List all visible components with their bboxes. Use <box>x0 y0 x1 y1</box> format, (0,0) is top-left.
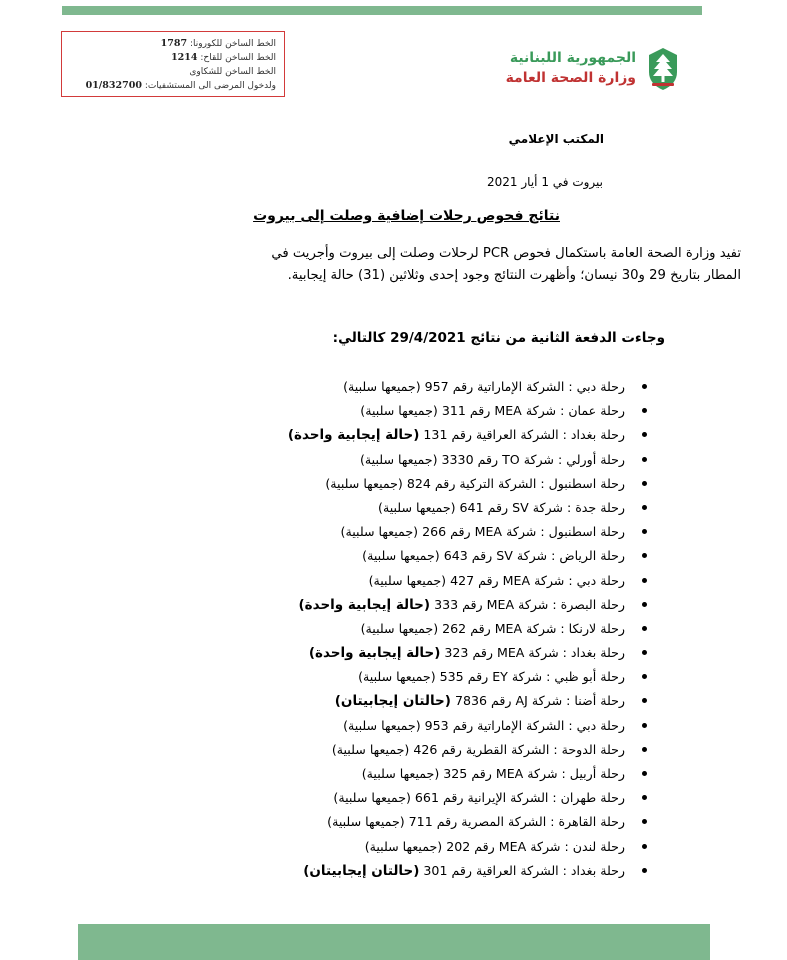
republic-name: الجمهورية اللبنانية <box>509 50 636 66</box>
hotline-label: ولدخول المرضى الى المستشفيات: <box>144 81 276 91</box>
flight-result: (حالتان إيجابيتان) <box>334 693 451 710</box>
ministry-name: وزارة الصحة العامة <box>505 70 636 86</box>
bullet-icon <box>642 747 647 752</box>
flight-result: (جميعها سلبية) <box>340 524 419 540</box>
flight-description: رحلة بغداد : الشركة العراقية رقم 301 <box>423 862 625 878</box>
bullet-icon <box>642 505 647 510</box>
flight-description: رحلة عمان : شركة MEA رقم 311 <box>441 403 625 419</box>
flight-description: رحلة الدوحة : الشركة القطرية رقم 426 <box>413 741 625 757</box>
hotline-number: 1214 <box>171 52 198 63</box>
list-item <box>207 520 647 544</box>
flight-description: رحلة أبو ظبي : شركة EY رقم 535 <box>439 669 625 685</box>
hotline-row <box>70 79 276 93</box>
header-bar <box>62 6 702 15</box>
flight-description: رحلة دبي : الشركة الإماراتية رقم 953 <box>424 717 625 733</box>
flight-result: (جميعها سلبية) <box>364 838 443 854</box>
bullet-icon <box>642 868 647 873</box>
flight-result: (جميعها سلبية) <box>378 499 456 515</box>
flight-result: (جميعها سلبية) <box>331 741 410 757</box>
flight-result: (جميعها سلبية) <box>360 451 438 467</box>
list-item <box>207 810 647 834</box>
flight-result: (جميعها سلبية) <box>360 620 439 636</box>
list-item <box>207 714 647 738</box>
flight-description: رحلة بغداد : شركة MEA رقم 323 <box>444 645 625 661</box>
hotline-row <box>70 51 276 65</box>
bullet-icon <box>642 795 647 800</box>
bullet-icon <box>642 457 647 462</box>
footer-bar <box>78 924 710 960</box>
document-date: بيروت في 1 أيار 2021 <box>487 175 603 189</box>
list-item <box>207 544 647 568</box>
flight-result: (جميعها سلبية) <box>325 475 403 491</box>
intro-line: المطار بتاريخ 29 و30 نيسان؛ وأظهرت النتائج وجود إحدى وثلاثين (31) حالة إيجابية. <box>287 268 741 283</box>
flight-result: (جميعها سلبية) <box>343 379 421 394</box>
list-item <box>207 835 647 859</box>
flight-description: رحلة القاهرة : الشركة المصرية رقم 711 <box>408 814 625 830</box>
list-item <box>207 472 647 496</box>
hotline-number: 01/832700 <box>85 80 142 91</box>
bullet-icon <box>642 674 647 679</box>
flight-description: رحلة دبي : الشركة الإماراتية رقم 957 <box>424 379 625 394</box>
bullet-icon <box>642 602 647 607</box>
hotline-row <box>70 65 276 79</box>
list-item <box>207 617 647 641</box>
flight-description: رحلة اسطنبول : شركة MEA رقم 266 <box>422 524 625 540</box>
flight-description: رحلة أربيل : شركة MEA رقم 325 <box>443 766 625 781</box>
bullet-icon <box>642 553 647 558</box>
list-item <box>207 496 647 520</box>
intro-line: تفيد وزارة الصحة العامة باستكمال فحوص PCR لرحلات وصلت إلى بيروت وأجريت في <box>271 246 741 261</box>
flight-description: رحلة اسطنبول : الشركة التركية رقم 824 <box>406 475 625 491</box>
flight-result: (حالة إيجابية واحدة) <box>298 596 431 613</box>
bullet-icon <box>642 408 647 413</box>
flight-description: رحلة لندن : شركة MEA رقم 202 <box>446 838 625 854</box>
flight-result: (جميعها سلبية) <box>333 790 411 806</box>
ministry-logo <box>478 44 688 94</box>
flight-result: (حالتان إيجابيتان) <box>303 862 420 879</box>
flight-result: (جميعها سلبية) <box>361 766 440 781</box>
flight-result: (جميعها سلبية) <box>343 717 421 733</box>
bullet-icon <box>642 432 647 437</box>
flight-description: رحلة أضنا : شركة AJ رقم 7836 <box>454 693 625 709</box>
bullet-icon <box>642 698 647 703</box>
list-item <box>207 665 647 689</box>
hotline-number: 1787 <box>160 38 188 49</box>
hotline-label: الخط الساخن للقاح: <box>200 53 276 63</box>
hotline-row <box>70 37 276 51</box>
hotlines-box <box>61 31 285 97</box>
bullet-icon <box>642 650 647 655</box>
bullet-icon <box>642 819 647 824</box>
flights-list <box>207 375 647 883</box>
cedar-emblem-icon <box>644 46 682 92</box>
list-item <box>207 859 647 883</box>
flight-result: (جميعها سلبية) <box>360 403 438 419</box>
list-item <box>207 689 647 713</box>
flight-description: رحلة البصرة : شركة MEA رقم 333 <box>434 596 625 612</box>
flight-description: رحلة لارنكا : شركة MEA رقم 262 <box>442 620 625 636</box>
flight-result: (جميعها سلبية) <box>362 548 440 564</box>
intro-paragraph <box>241 243 741 287</box>
document-title: نتائج فحوص رحلات إضافية وصلت إلى بيروت <box>253 208 560 224</box>
bullet-icon <box>642 578 647 583</box>
flight-result: (حالة إيجابية واحدة) <box>287 427 420 444</box>
list-item <box>207 786 647 810</box>
hotline-label: الخط الساخن للشكاوى <box>189 67 276 77</box>
list-item <box>207 423 647 447</box>
flight-description: رحلة جدة : شركة SV رقم 641 <box>459 499 625 515</box>
hotline-label: الخط الساخن للكورونا: <box>189 39 276 49</box>
list-item <box>207 569 647 593</box>
flight-description: رحلة بغداد : الشركة العراقية رقم 131 <box>423 427 625 443</box>
bullet-icon <box>642 723 647 728</box>
flight-result: (جميعها سلبية) <box>358 669 436 685</box>
list-item <box>207 448 647 472</box>
list-item <box>207 375 647 399</box>
bullet-icon <box>642 771 647 776</box>
list-item <box>207 738 647 762</box>
bullet-icon <box>642 384 647 389</box>
flight-result: (حالة إيجابية واحدة) <box>308 645 441 662</box>
flight-description: رحلة أورلي : شركة TO رقم 3330 <box>441 451 625 467</box>
list-item <box>207 762 647 786</box>
flight-description: رحلة طهران : الشركة الإيرانية رقم 661 <box>414 790 625 806</box>
list-item <box>207 593 647 617</box>
flight-result: (جميعها سلبية) <box>368 572 447 588</box>
bullet-icon <box>642 626 647 631</box>
bullet-icon <box>642 481 647 486</box>
press-office-label: المكتب الإعلامي <box>508 132 604 146</box>
list-item <box>207 641 647 665</box>
flight-result: (جميعها سلبية) <box>327 814 405 830</box>
bullet-icon <box>642 529 647 534</box>
bullet-icon <box>642 844 647 849</box>
list-item <box>207 399 647 423</box>
flight-description: رحلة دبي : شركة MEA رقم 427 <box>450 572 625 588</box>
results-subheading: وجاءت الدفعة الثانية من نتائج 29/4/2021 كالتالي: <box>332 330 665 346</box>
flight-description: رحلة الرياض : شركة SV رقم 643 <box>443 548 625 564</box>
